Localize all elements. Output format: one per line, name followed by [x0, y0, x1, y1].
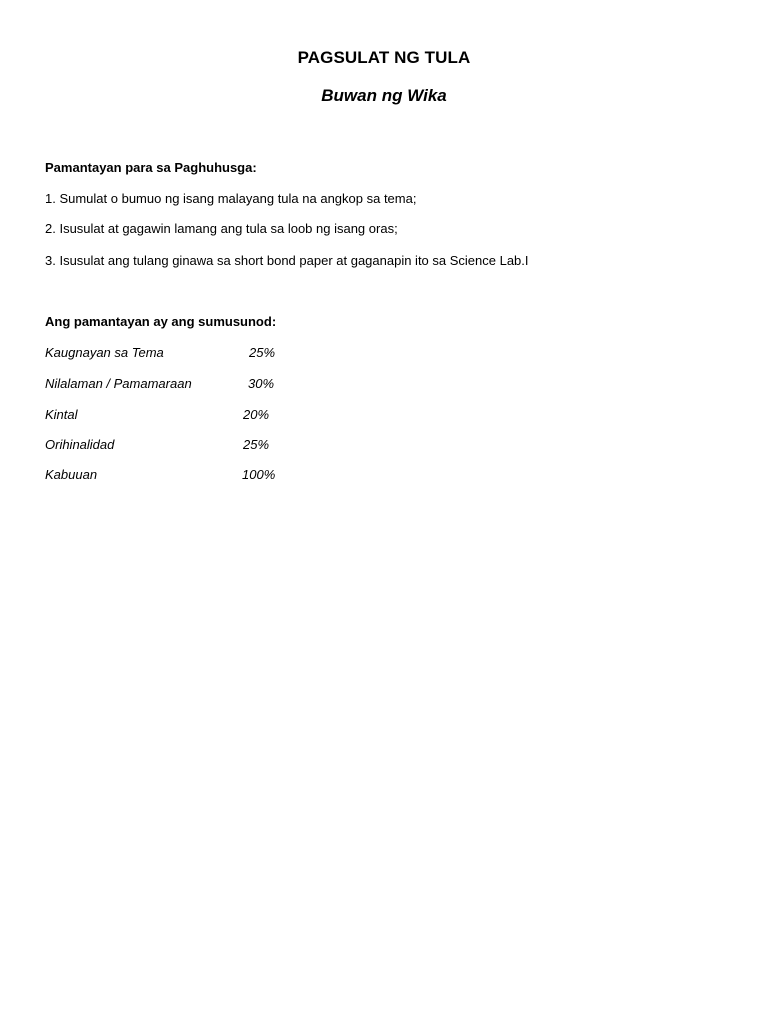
- criteria-row: [45, 437, 345, 455]
- judging-rule-1: 1. Sumulat o bumuo ng isang malayang tula na angkop sa tema;: [45, 191, 417, 206]
- criteria-total-label: Kabuuan: [45, 467, 98, 482]
- criteria-row: [45, 345, 345, 363]
- document-title: PAGSULAT NG TULA: [297, 48, 471, 67]
- criteria-heading: Ang pamantayan ay ang sumusunod:: [45, 314, 277, 329]
- criteria-name: Nilalaman / Pamamaraan: [45, 376, 192, 391]
- criteria-weight: 25%: [243, 437, 270, 452]
- criteria-total-row: [45, 467, 345, 485]
- criteria-weight: 25%: [249, 345, 276, 360]
- document-subtitle: Buwan ng Wika: [321, 86, 447, 105]
- criteria-weight: 30%: [248, 376, 275, 391]
- criteria-total-weight: 100%: [242, 467, 276, 482]
- criteria-name: Orihinalidad: [45, 437, 115, 452]
- judging-rule-2: 2. Isusulat at gagawin lamang ang tula sa loob ng isang oras;: [45, 221, 398, 236]
- judging-rule-3: 3. Isusulat ang tulang ginawa sa short bond paper at gaganapin ito sa Science Lab.I: [45, 253, 529, 268]
- criteria-row: [45, 376, 345, 394]
- criteria-name: Kaugnayan sa Tema: [45, 345, 164, 360]
- judging-rules-heading: Pamantayan para sa Paghuhusga:: [45, 160, 257, 175]
- criteria-name: Kintal: [45, 407, 78, 422]
- criteria-row: [45, 407, 345, 425]
- criteria-weight: 20%: [243, 407, 270, 422]
